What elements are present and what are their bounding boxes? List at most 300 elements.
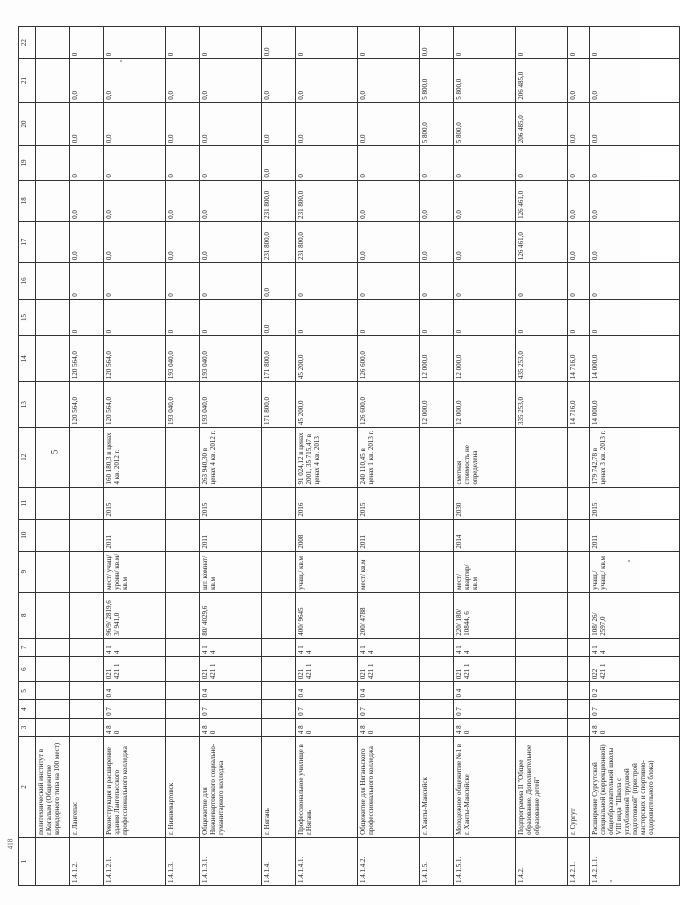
header-cell: 13 <box>19 382 36 428</box>
table-cell: 2011 <box>358 519 420 551</box>
row-code-cell <box>36 837 70 885</box>
table-cell <box>36 263 70 300</box>
table-cell: 0 <box>358 263 420 300</box>
table-cell: 0 <box>568 146 590 180</box>
table-cell <box>568 638 590 656</box>
table-cell <box>568 519 590 551</box>
table-row <box>358 27 420 886</box>
table-cell <box>516 638 568 656</box>
table-cell <box>36 382 70 428</box>
table-cell <box>36 718 70 736</box>
table-cell: 0 <box>590 263 680 300</box>
table-cell: 2011 <box>590 519 680 551</box>
table-cell <box>420 427 454 487</box>
table-cell <box>262 592 296 638</box>
table-cell: 0 4 <box>454 682 516 700</box>
table-cell: 0,0 <box>420 27 454 59</box>
header-cell: 20 <box>19 102 36 146</box>
table-cell: 0,0 <box>262 263 296 300</box>
table-cell <box>420 718 454 736</box>
table-cell <box>420 519 454 551</box>
table-cell: 0,0 <box>454 180 516 221</box>
table-cell: 0,0 <box>262 27 296 59</box>
table-cell: 0,0 <box>70 180 104 221</box>
header-cell: 12 <box>19 427 36 487</box>
table-cell: сметная стоимость не определена <box>454 427 516 487</box>
table-cell <box>516 657 568 682</box>
table-cell: 4 8 0 <box>590 718 680 736</box>
table-cell <box>36 551 70 592</box>
table-cell <box>516 519 568 551</box>
header-cell: 6 <box>19 657 36 682</box>
table-cell: 435 253,0 <box>516 336 568 382</box>
table-cell: 0,0 <box>262 146 296 180</box>
row-code-cell: 1.4.1.2. <box>70 837 104 885</box>
table-cell: 12 000,0 <box>420 382 454 428</box>
table-cell: 0 <box>420 299 454 336</box>
header-cell: 9 <box>19 551 36 592</box>
table-cell <box>516 700 568 718</box>
table-cell: 0 7 <box>454 700 516 718</box>
table-cell: 0 7 <box>104 700 166 718</box>
table-cell: 0 <box>454 27 516 59</box>
table-cell: 12 000,0 <box>454 336 516 382</box>
table-cell: 0,0 <box>358 102 420 146</box>
row-name-cell: г. Лангепас <box>70 737 104 838</box>
table-cell: 0 <box>104 27 166 59</box>
table-cell: 14 716,0 <box>568 382 590 428</box>
table-cell: 400/ 9645 <box>296 592 358 638</box>
table-cell: 2030 <box>454 487 516 519</box>
table-cell <box>36 427 70 487</box>
table-cell: 0 <box>104 299 166 336</box>
table-cell: мест/ учащ/ уровн/ кв.м/ кв.м <box>104 551 166 592</box>
table-cell: 126 600,0 <box>358 336 420 382</box>
row-name-cell: Расширение Сургутской специальной (коррекционной) общеобразовательной школы VIII вида "Школа с углубленной трудовой подготовкой" (пристрой мастерских и спортивно-оздоровительного блока) <box>590 737 680 838</box>
row-name-cell: Молодежное общежитие №1 в г. Ханты-Мансийске <box>454 737 516 838</box>
table-row <box>166 27 200 886</box>
table-cell: 0 <box>70 299 104 336</box>
table-cell: 2008 <box>296 519 358 551</box>
table-cell <box>36 59 70 103</box>
table-cell <box>36 27 70 59</box>
table-cell: 4 1 4 <box>358 638 420 656</box>
table-cell: 2015 <box>358 487 420 519</box>
table-cell <box>262 657 296 682</box>
header-cell: 18 <box>19 180 36 221</box>
table-cell: 0,0 <box>568 102 590 146</box>
row-code-cell: 1.4.1.3. <box>166 837 200 885</box>
table-cell: 5 800,0 <box>420 59 454 103</box>
table-cell: 0,0 <box>358 180 420 221</box>
table-cell: 0 <box>568 27 590 59</box>
table-cell: 0 <box>70 27 104 59</box>
table-cell <box>516 592 568 638</box>
table-cell: 240 110,45 в ценах 1 кв. 2013 г. <box>358 427 420 487</box>
table-cell: 200/ 4788 <box>358 592 420 638</box>
table-cell <box>36 180 70 221</box>
row-code-cell: 1.4.1.4. <box>262 837 296 885</box>
table-cell: 4 8 0 <box>104 718 166 736</box>
row-code-cell: 1.4.1.2.1. <box>104 837 166 885</box>
table-cell: 12 000,0 <box>420 336 454 382</box>
table-cell: 5 800,0 <box>454 59 516 103</box>
header-cell: 14 <box>19 336 36 382</box>
table-cell: 0 <box>104 263 166 300</box>
table-cell: 0,0 <box>166 59 200 103</box>
table-cell: 220/ 180/ 10844, 6 <box>454 592 516 638</box>
table-cell: 193 040,0 <box>200 382 262 428</box>
table-row <box>104 27 166 886</box>
table-cell: 0 <box>296 263 358 300</box>
table-cell: 0 4 <box>358 682 420 700</box>
table-cell: 0 <box>70 263 104 300</box>
table-cell: мест/ квартир/ кв.м <box>454 551 516 592</box>
row-code-cell: 1.4.1.5. <box>420 837 454 885</box>
table-cell: 0,0 <box>70 59 104 103</box>
table-cell: 171 800,0 <box>262 336 296 382</box>
table-cell: 0 <box>166 299 200 336</box>
table-cell <box>36 487 70 519</box>
table-cell: 231 800,0 <box>262 221 296 262</box>
table-cell: 0 <box>568 263 590 300</box>
table-cell <box>420 657 454 682</box>
table-cell: 0,0 <box>200 221 262 262</box>
table-cell <box>70 657 104 682</box>
table-cell: 14 000,0 <box>590 336 680 382</box>
table-cell: 171 800,0 <box>262 382 296 428</box>
table-cell: 0 <box>516 263 568 300</box>
table-cell: 4 1 4 <box>590 638 680 656</box>
header-row <box>19 27 36 886</box>
table-cell <box>568 592 590 638</box>
table-cell: 126 461,0 <box>516 180 568 221</box>
row-code-cell: 1.4.2. <box>516 837 568 885</box>
table-cell: 0,0 <box>262 299 296 336</box>
table-cell <box>36 221 70 262</box>
table-cell <box>166 657 200 682</box>
table-cell: 0 7 <box>296 700 358 718</box>
table-cell: 108/ 26/ 2597,0 <box>590 592 680 638</box>
table-cell: 0,0 <box>590 221 680 262</box>
table-cell <box>36 146 70 180</box>
table-cell <box>166 487 200 519</box>
table-cell: 2015 <box>104 487 166 519</box>
table-cell <box>262 519 296 551</box>
table-cell: 0 <box>70 146 104 180</box>
table-cell: мест/ кв.м <box>358 551 420 592</box>
table-cell <box>36 519 70 551</box>
row-name-cell: г. Нижневартовск <box>166 737 200 838</box>
table-cell: 0,0 <box>166 221 200 262</box>
row-name-cell: Общежитие для Няганьского профессионального колледжа <box>358 737 420 838</box>
table-cell <box>568 700 590 718</box>
budget-table <box>18 26 680 886</box>
table-cell: 5 800,0 <box>454 102 516 146</box>
row-name-cell: Общежитие для Нижневартовского социально-гуманитарного колледжа <box>200 737 262 838</box>
table-cell: 0 <box>420 146 454 180</box>
header-cell: 11 <box>19 487 36 519</box>
table-cell: 4 1 4 <box>104 638 166 656</box>
table-cell: 0,0 <box>568 180 590 221</box>
header-cell: 8 <box>19 592 36 638</box>
table-cell: 2011 <box>200 519 262 551</box>
table-cell: 0,0 <box>262 102 296 146</box>
table-cell <box>36 638 70 656</box>
table-cell <box>262 682 296 700</box>
table-cell: 0 <box>358 146 420 180</box>
table-cell <box>36 682 70 700</box>
table-cell: учащ./ учащ./ кв.м <box>590 551 680 592</box>
header-cell: 4 <box>19 700 36 718</box>
table-cell: 0 <box>590 299 680 336</box>
table-cell <box>262 551 296 592</box>
table-cell: 0,0 <box>104 59 166 103</box>
table-cell: 0 <box>454 263 516 300</box>
table-cell: 0,0 <box>420 221 454 262</box>
table-cell: 120 564,0 <box>104 336 166 382</box>
row-code-cell: 1.4.1.3.1. <box>200 837 262 885</box>
table-cell: 335 253,0 <box>516 382 568 428</box>
table-cell: 0,0 <box>568 59 590 103</box>
table-cell: 0 <box>166 27 200 59</box>
table-cell <box>70 682 104 700</box>
table-cell: 0 2 <box>590 682 680 700</box>
table-cell <box>70 592 104 638</box>
table-cell: 0 <box>200 27 262 59</box>
table-cell: 0 <box>200 299 262 336</box>
table-cell <box>70 551 104 592</box>
rotated-table-frame <box>18 26 655 886</box>
table-cell: 022 421 1 <box>590 657 680 682</box>
table-cell: 12 000,0 <box>454 382 516 428</box>
table-cell <box>568 427 590 487</box>
table-cell <box>420 700 454 718</box>
header-cell: 17 <box>19 221 36 262</box>
table-cell: 2015 <box>590 487 680 519</box>
table-cell: 14 000,0 <box>590 382 680 428</box>
table-cell: 0 7 <box>200 700 262 718</box>
table-cell: 0 <box>454 146 516 180</box>
table-cell: 0 <box>200 263 262 300</box>
table-cell <box>568 551 590 592</box>
header-cell: 7 <box>19 638 36 656</box>
table-cell: 160 180,3 в ценах 4 кв. 2012 г. <box>104 427 166 487</box>
table-cell: 2015 <box>200 487 262 519</box>
table-cell <box>262 487 296 519</box>
table-row <box>590 27 680 886</box>
table-cell <box>516 682 568 700</box>
table-cell: 0 <box>358 299 420 336</box>
table-cell <box>166 718 200 736</box>
table-cell: 120 564,0 <box>104 382 166 428</box>
table-cell <box>420 592 454 638</box>
row-code-cell: 1.4.2.1. <box>568 837 590 885</box>
table-cell: 4 8 0 <box>200 718 262 736</box>
table-cell <box>166 682 200 700</box>
table-cell: 120 564,0 <box>70 382 104 428</box>
table-cell <box>70 718 104 736</box>
table-cell: 231 800,0 <box>262 180 296 221</box>
footer-mark: 418 <box>6 838 15 850</box>
table-cell: 0 <box>358 27 420 59</box>
scan-speck <box>120 60 122 62</box>
table-cell <box>568 718 590 736</box>
table-cell: 0,0 <box>358 221 420 262</box>
table-cell <box>262 718 296 736</box>
table-cell: 96/9/ 2819,6 3/ 941,0 <box>104 592 166 638</box>
table-cell <box>568 657 590 682</box>
table-cell: 0,0 <box>420 180 454 221</box>
table-cell <box>420 682 454 700</box>
table-cell: 0 <box>166 263 200 300</box>
table-cell: 0,0 <box>70 221 104 262</box>
table-cell: 2011 <box>104 519 166 551</box>
table-cell: 91 024,12 в ценах 2001, 35 715,47 в ценах 4 кв. 2013 <box>296 427 358 487</box>
table-cell: 021 421 1 <box>104 657 166 682</box>
table-cell: 4 8 0 <box>454 718 516 736</box>
table-cell <box>166 638 200 656</box>
table-cell <box>166 427 200 487</box>
table-cell: 0 <box>296 299 358 336</box>
table-cell <box>516 427 568 487</box>
table-cell: 0 <box>296 27 358 59</box>
table-cell: 0,0 <box>590 180 680 221</box>
table-cell: 193 040,0 <box>200 336 262 382</box>
table-cell: 0 7 <box>590 700 680 718</box>
row-name-cell: Подпрограмма II "Общее образование. Дополнительное образование детей" <box>516 737 568 838</box>
table-cell <box>36 657 70 682</box>
table-body <box>19 27 680 886</box>
row-code-cell: 1.4.1.4.1. <box>296 837 358 885</box>
table-cell <box>166 592 200 638</box>
table-cell <box>420 487 454 519</box>
table-cell: 193 040,0 <box>166 336 200 382</box>
table-cell: 4 1 4 <box>200 638 262 656</box>
table-row <box>516 27 568 886</box>
table-cell: 0 <box>516 299 568 336</box>
table-cell: 0 4 <box>104 682 166 700</box>
table-cell <box>516 487 568 519</box>
table-cell: 120 564,0 <box>70 336 104 382</box>
table-cell: 0,0 <box>200 180 262 221</box>
row-name-cell: г. Ханты-Мансийск <box>420 737 454 838</box>
header-cell: 16 <box>19 263 36 300</box>
table-cell <box>262 638 296 656</box>
header-cell: 15 <box>19 299 36 336</box>
table-cell: 4 8 0 <box>358 718 420 736</box>
table-cell <box>36 336 70 382</box>
table-cell: 126 461,0 <box>516 221 568 262</box>
table-cell: 14 716,0 <box>568 336 590 382</box>
table-row <box>568 27 590 886</box>
table-cell: 0,0 <box>166 180 200 221</box>
table-cell: 0,0 <box>296 59 358 103</box>
table-cell <box>36 700 70 718</box>
table-cell: 021 421 1 <box>200 657 262 682</box>
table-cell <box>36 299 70 336</box>
table-cell: 021 421 1 <box>358 657 420 682</box>
row-name-cell: политехнический институт в г.Когалым (Общежитие коридорного типа на 100 мест) <box>36 737 70 838</box>
table-cell <box>70 487 104 519</box>
table-row <box>420 27 454 886</box>
table-row <box>200 27 262 886</box>
table-cell <box>262 427 296 487</box>
table-cell: 0 7 <box>358 700 420 718</box>
table-cell: 45 200,0 <box>296 336 358 382</box>
row-code-cell: 1.4.1.4.2. <box>358 837 420 885</box>
table-cell: 0,0 <box>296 102 358 146</box>
table-cell: 0 <box>590 146 680 180</box>
table-cell: 0,0 <box>358 59 420 103</box>
row-name-cell: Реконструкция и расширение здания Лангепасского профессионального колледжа <box>104 737 166 838</box>
table-cell <box>166 700 200 718</box>
table-cell <box>516 718 568 736</box>
table-cell: 2016 <box>296 487 358 519</box>
header-cell: 22 <box>19 27 36 59</box>
table-cell: 0 <box>516 146 568 180</box>
table-cell: 0,0 <box>262 59 296 103</box>
table-cell: 0 4 <box>296 682 358 700</box>
table-cell: 0,0 <box>590 102 680 146</box>
table-cell <box>70 519 104 551</box>
table-cell: 2014 <box>454 519 516 551</box>
table-cell: 80/ 4029,6 <box>200 592 262 638</box>
table-cell: учащ./ кв.м <box>296 551 358 592</box>
table-cell <box>36 102 70 146</box>
page-number: 5 <box>49 449 60 455</box>
header-cell: 5 <box>19 682 36 700</box>
table-cell: 0,0 <box>104 180 166 221</box>
table-cell: 0 <box>420 263 454 300</box>
table-cell <box>420 551 454 592</box>
table-cell <box>166 519 200 551</box>
header-cell: 21 <box>19 59 36 103</box>
header-cell: 10 <box>19 519 36 551</box>
table-cell <box>568 682 590 700</box>
table-cell: 4 8 0 <box>296 718 358 736</box>
table-cell: 0 <box>590 27 680 59</box>
table-row <box>262 27 296 886</box>
table-cell: 263 940,30 в ценах 4 кв. 2012 г. <box>200 427 262 487</box>
table-cell: 0,0 <box>200 102 262 146</box>
table-cell: 5 800,0 <box>420 102 454 146</box>
table-cell: 126 600,0 <box>358 382 420 428</box>
table-cell: 4 1 4 <box>454 638 516 656</box>
table-cell <box>36 592 70 638</box>
table-cell: шт. комнат/ кв.м <box>200 551 262 592</box>
table-cell: 179 742,78 в ценах 3 кв. 2013 г. <box>590 427 680 487</box>
table-cell: 206 485,0 <box>516 102 568 146</box>
table-cell: 4 1 4 <box>296 638 358 656</box>
table-cell: 0 <box>104 146 166 180</box>
header-cell: 3 <box>19 718 36 736</box>
table-cell: 021 421 1 <box>454 657 516 682</box>
header-cell: 1 <box>19 837 36 885</box>
table-cell: 0 <box>296 146 358 180</box>
table-cell: 231 800,0 <box>296 221 358 262</box>
row-name-cell: Профессиональное училище в г.Нягань <box>296 737 358 838</box>
table-cell <box>166 551 200 592</box>
row-name-cell: г. Нягань <box>262 737 296 838</box>
table-cell <box>420 638 454 656</box>
table-cell: 0,0 <box>590 59 680 103</box>
table-cell <box>262 700 296 718</box>
table-cell: 0,0 <box>568 221 590 262</box>
row-code-cell: 1.4.1.5.1. <box>454 837 516 885</box>
table-cell: 0 <box>568 299 590 336</box>
table-cell <box>70 427 104 487</box>
